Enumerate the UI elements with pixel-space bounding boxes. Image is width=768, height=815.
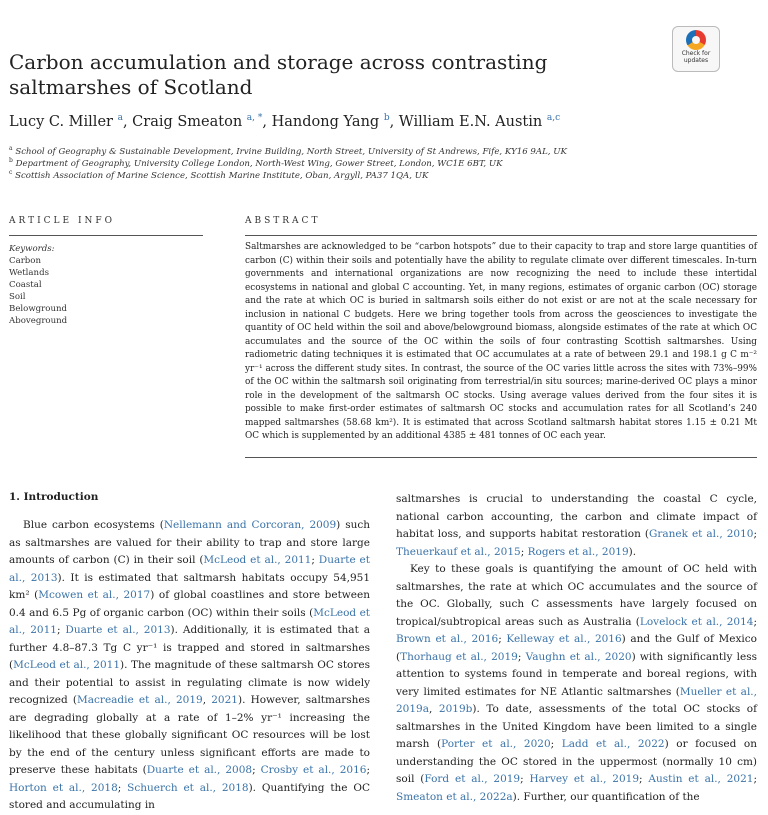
citation-link[interactable]: Brown et al., 2016 bbox=[396, 633, 499, 645]
body-text: ; bbox=[520, 773, 530, 785]
keyword: Carbon bbox=[9, 256, 42, 266]
author-list: Lucy C. Miller $^a$, Craig Smeaton $^{a, *}$, Handong Yang $^b$, William E.N. Austin $^{a,c}$ bbox=[9, 113, 561, 130]
citation-link[interactable]: Duarte et al., 2013 bbox=[65, 624, 171, 636]
citation-link[interactable]: Crosby et al., 2016 bbox=[260, 764, 367, 776]
body-text: ; bbox=[753, 773, 757, 785]
citation-link[interactable]: Granek et al., 2010 bbox=[648, 528, 754, 540]
body-text: ) such as saltmarshes are valued for their ability to trap and store large amounts of carbon (C) in their soil ( bbox=[9, 519, 371, 566]
citation-link[interactable]: Schuerch et al., 2018 bbox=[127, 781, 249, 794]
abstract-heading: ABSTRACT bbox=[245, 216, 321, 226]
citation-link[interactable]: McLeod et al., 2011 bbox=[9, 606, 371, 636]
body-text: ). bbox=[628, 545, 637, 558]
crossmark-icon bbox=[686, 30, 706, 50]
keywords-label: Keywords: bbox=[9, 244, 55, 254]
body-text: ) or focused on understanding the OC stored in the uppermost (normally 10 cm) soil ( bbox=[396, 738, 757, 785]
body-text: ) and the Gulf of Mexico ( bbox=[396, 633, 757, 663]
citation-link[interactable]: Ladd et al., 2022 bbox=[561, 738, 665, 750]
body-text: ). It is estimated that saltmarsh habitats occupy 54,951 km² ( bbox=[9, 571, 370, 601]
body-text: ; bbox=[520, 545, 528, 558]
citation-link[interactable]: Duarte et al., 2008 bbox=[146, 764, 253, 776]
citation-link[interactable]: Vaughn et al., 2020 bbox=[525, 650, 632, 663]
abstract-text: Saltmarshes are acknowledged to be “carbon hotspots” due to their capacity to trap and store large quantities of carbon (C) within their soils and potentially have the ability to regulate climate over different timescales. In-turn governments and international organizations are now recognizing the need to include these intertidal ecosystems in national and global C accounting. Yet, in many regions, estimates of organic carbon (OC) storage and the rate at which OC is buried in saltmarsh soils either do not exist or are not at the scale necessary for inclusion in national C budgets. Here we bring together tools from across the geosciences to investigate the quantity of OC held within the soil and above/belowground biomass, alongside estimates of the rate at which OC accumulates and the source of the OC within the soils of four contrasting Scottish saltmarshes. Using radiometric dating techniques it is estimated that OC accumulates at a rate of between 29.1 and 198.1 g C m⁻² yr⁻¹ across the different study sites. In contrast, the source of the OC varies little across the sites with 73%–99% of the OC within the saltmarsh soil originating from terrestrial/in situ sources; marine-derived OC plays a minor role in the development of the saltmarsh OC stocks. Using average values derived from the four sites it is possible to make first-order estimates of saltmarsh OC stocks and accumulation rates for all Scotland’s 240 mapped saltmarshes (58.68 km²). It is estimated that across Scotland saltmarsh habitat stores 1.15 ± 0.21 Mt OC which is supplemented by an additional 4385 ± 481 tonnes of OC each year. bbox=[245, 242, 757, 441]
citation-link[interactable]: Austin et al., 2021 bbox=[648, 773, 754, 785]
section-heading-introduction: 1. Introduction bbox=[9, 491, 99, 503]
citation-link[interactable]: Kelleway et al., 2016 bbox=[506, 633, 622, 645]
affiliation-c: $^c$ Scottish Association of Marine Science, Scottish Marine Institute, Oban, Argyll, PA37 1QA, UK bbox=[9, 169, 429, 181]
author-name[interactable]: Handong Yang bbox=[271, 114, 380, 130]
keyword: Belowground bbox=[9, 304, 68, 314]
body-text: Key to these goals is quantifying the amount of OC held with saltmarshes, the rate at which OC accumulates and the source of the OC. Globally, such C assessments have largely focused on tropical/subtropical areas such as Australia ( bbox=[396, 563, 757, 628]
citation-link[interactable]: Ford et al., 2019 bbox=[424, 773, 521, 785]
citation-link[interactable]: Mueller et al., 2019a bbox=[396, 685, 757, 715]
citation-link[interactable]: Macreadie et al., 2019 bbox=[77, 694, 203, 706]
body-text: ). The magnitude of these saltmarsh OC stores and their potential to assist in regulating climate is now widely recognized ( bbox=[9, 659, 370, 706]
citation-link[interactable]: Rogers et al., 2019 bbox=[527, 545, 629, 558]
author-affil[interactable]: a, * bbox=[246, 113, 263, 124]
citation-link[interactable]: McLeod et al., 2011 bbox=[203, 554, 312, 566]
affiliation-b: $^b$ Department of Geography, University College London, North-West Wing, Gower Street, London, WC1E 6BT, UK bbox=[9, 157, 503, 169]
body-text: ). Further, our quantification of the bbox=[512, 790, 700, 803]
author-name[interactable]: Craig Smeaton bbox=[132, 114, 243, 130]
keyword: Coastal bbox=[9, 280, 42, 290]
body-text: ; bbox=[252, 764, 261, 776]
body-text: ; bbox=[117, 781, 128, 794]
article-title: Carbon accumulation and storage across contrasting saltmarshes of Scotland bbox=[9, 50, 548, 99]
citation-link[interactable]: Lovelock et al., 2014 bbox=[639, 615, 754, 628]
intro-column-2 bbox=[396, 491, 757, 806]
citation-link[interactable]: Duarte et al., 2013 bbox=[9, 554, 370, 584]
affiliations bbox=[9, 146, 567, 182]
citation-link[interactable]: Theuerkauf et al., 2015 bbox=[396, 545, 521, 558]
citation-link[interactable]: Horton et al., 2018 bbox=[9, 781, 118, 794]
body-text: ; bbox=[753, 528, 757, 540]
body-text: Blue carbon ecosystems ( bbox=[23, 519, 164, 531]
body-text: ). Quantifying the OC stored and accumulating in bbox=[9, 781, 370, 811]
affiliation-a: $^a$ School of Geography & Sustainable Development, Irvine Building, North Street, University of St Andrews, Fife, KY16 9AL, UK bbox=[9, 145, 567, 157]
body-text: ; bbox=[517, 650, 526, 663]
body-text: ) with significantly less attention to systems found in temperate and boreal regions, with very limited estimates for NE Atlantic saltmarshes ( bbox=[396, 650, 757, 698]
body-text: ; bbox=[56, 624, 66, 636]
citation-link[interactable]: Porter et al., 2020 bbox=[441, 738, 551, 750]
body-text: , bbox=[202, 694, 212, 706]
body-text: , bbox=[428, 703, 439, 715]
divider bbox=[9, 235, 203, 236]
author-name[interactable]: William E.N. Austin bbox=[398, 114, 543, 130]
author-affil[interactable]: b bbox=[383, 113, 390, 124]
body-text: ). Additionally, it is estimated that a further 4.8–87.3 Tg C yr⁻¹ is trapped and stored in saltmarshes ( bbox=[9, 624, 370, 671]
citation-link[interactable]: McLeod et al., 2011 bbox=[13, 659, 121, 671]
citation-link[interactable]: Mcowen et al., 2017 bbox=[38, 589, 151, 601]
citation-link[interactable]: Thorhaug et al., 2019 bbox=[400, 650, 518, 663]
citation-link[interactable]: 2019b bbox=[438, 703, 473, 715]
body-text: ; bbox=[753, 615, 758, 628]
body-text: ; bbox=[550, 738, 562, 750]
intro-paragraph bbox=[396, 491, 757, 561]
badge-line-2: updates bbox=[683, 57, 709, 64]
divider bbox=[245, 457, 757, 458]
keywords-block bbox=[9, 243, 67, 327]
body-text: ) of global coastlines and store between 0.4 and 6.5 Pg of organic carbon (OC) within their soils ( bbox=[9, 589, 370, 619]
divider bbox=[245, 235, 757, 236]
body-text: ; bbox=[639, 773, 649, 785]
body-text: saltmarshes is crucial to understanding the coastal C cycle, national carbon accounting, the carbon and climate impact of habitat loss, and supports habitat restoration ( bbox=[396, 493, 757, 540]
badge-line-1: Check for bbox=[681, 50, 711, 57]
author-affil[interactable]: a,c bbox=[546, 113, 561, 124]
citation-link[interactable]: Nellemann and Corcoran, 2009 bbox=[163, 519, 337, 531]
intro-column-1 bbox=[9, 517, 370, 815]
intro-paragraph bbox=[396, 561, 757, 806]
body-text: ). To date, assessments of the total OC stocks of saltmarshes in the United Kingdom have been limited to a single marsh ( bbox=[396, 703, 757, 750]
citation-link[interactable]: Harvey et al., 2019 bbox=[529, 773, 639, 785]
citation-link[interactable]: Smeaton et al., 2022a bbox=[396, 790, 513, 803]
keyword: Wetlands bbox=[9, 268, 49, 278]
author-name[interactable]: Lucy C. Miller bbox=[9, 114, 113, 130]
check-for-updates-badge[interactable] bbox=[672, 26, 720, 72]
body-text: ; bbox=[498, 633, 507, 645]
citation-link[interactable]: 2021 bbox=[211, 694, 238, 706]
article-info-heading: ARTICLE INFO bbox=[9, 216, 116, 226]
author-affil[interactable]: a bbox=[117, 113, 123, 124]
keyword: Aboveground bbox=[9, 316, 68, 326]
body-text: ). However, saltmarshes are degrading globally at a rate of 1–2% yr⁻¹ increasing the likelihood that these globally significant OC resources will be lost by the end of the century unless significant efforts are made to preserve these habitats ( bbox=[9, 694, 371, 776]
body-text: ; bbox=[311, 554, 319, 566]
keyword: Soil bbox=[9, 292, 26, 302]
body-text: ; bbox=[366, 764, 370, 776]
